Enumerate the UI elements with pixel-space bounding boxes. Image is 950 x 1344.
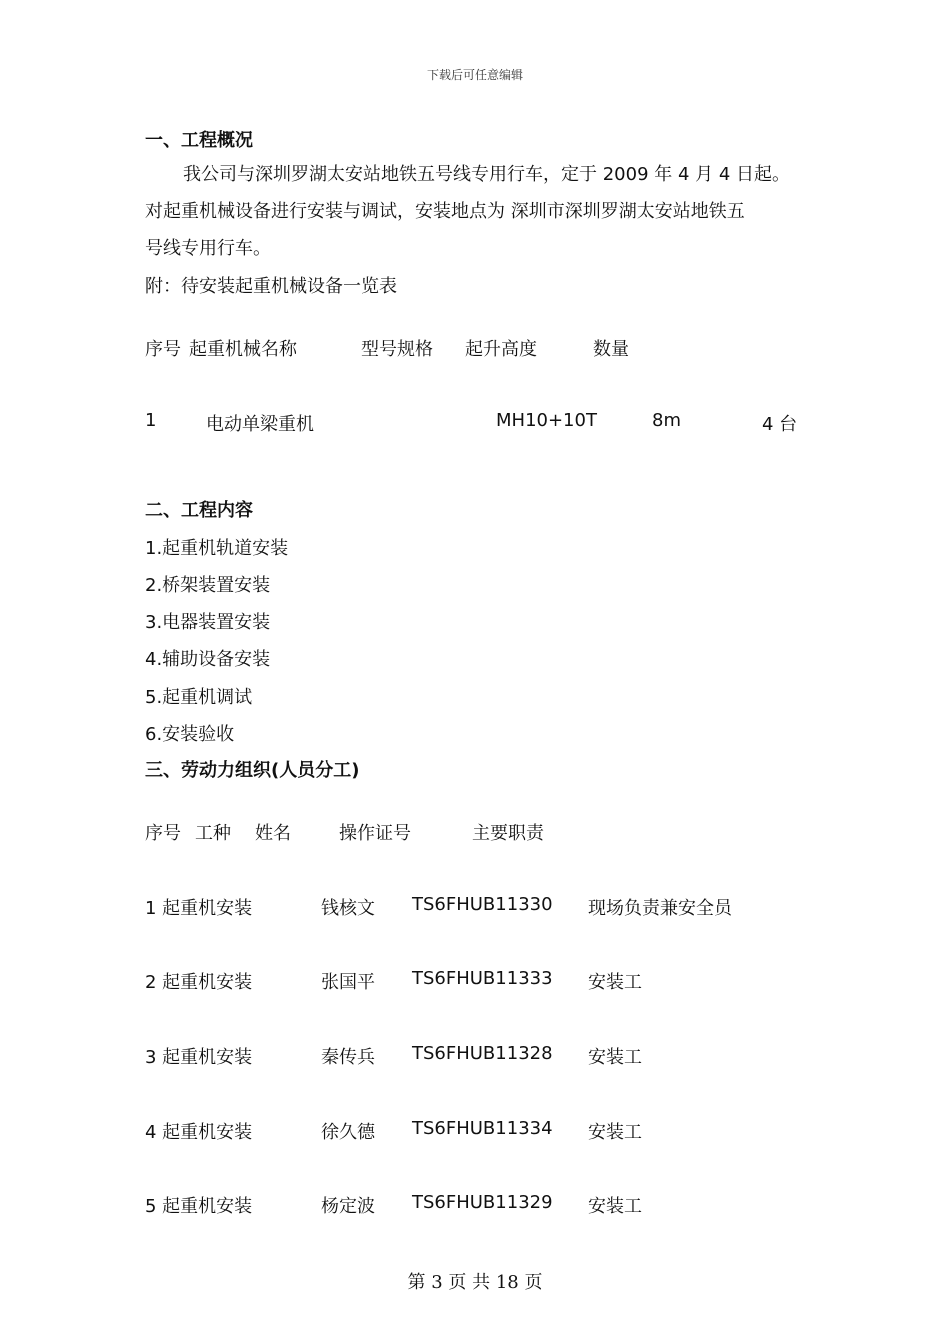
table-cell-trade: 1 起重机安装 <box>145 898 253 919</box>
list-item: 3.电器装置安装 <box>145 612 271 633</box>
paragraph-line: 我公司与深圳罗湖太安站地铁五号线专用行车，定于 2009 年 4 月 4 日起。 <box>183 164 791 185</box>
attachment-note: 附：待安装起重机械设备一览表 <box>145 276 397 297</box>
table-cell-cert: TS6FHUB11329 <box>412 1192 553 1213</box>
table-header-person: 姓名 <box>255 823 291 844</box>
table-cell-trade: 4 起重机安装 <box>145 1122 253 1143</box>
table-cell-duty: 安装工 <box>588 1047 642 1068</box>
table-cell-cert: TS6FHUB11328 <box>412 1043 553 1064</box>
table-cell-person: 徐久德 <box>321 1122 375 1143</box>
table-cell-duty: 安装工 <box>588 972 642 993</box>
table-cell-person: 张国平 <box>321 972 375 993</box>
table-header-cert: 操作证号 <box>339 823 411 844</box>
table-header-duty: 主要职责 <box>472 823 544 844</box>
list-item: 6.安装验收 <box>145 724 235 745</box>
table-cell-height: 8m <box>652 410 681 431</box>
table-cell-cert: TS6FHUB11334 <box>412 1118 553 1139</box>
section-heading-content: 二、工程内容 <box>145 500 253 521</box>
list-item: 1.起重机轨道安装 <box>145 538 289 559</box>
table-header-trade: 工种 <box>195 823 231 844</box>
table-header-qty: 数量 <box>593 339 629 360</box>
table-cell-person: 钱核文 <box>321 898 375 919</box>
table-cell-person: 秦传兵 <box>321 1047 375 1068</box>
table-cell-name: 电动单梁重机 <box>206 414 314 435</box>
section-heading-labor: 三、劳动力组织(人员分工) <box>145 760 360 781</box>
table-cell-cert: TS6FHUB11330 <box>412 894 553 915</box>
table-cell-trade: 2 起重机安装 <box>145 972 253 993</box>
paragraph-line: 号线专用行车。 <box>145 238 271 259</box>
list-item: 2.桥架装置安装 <box>145 575 271 596</box>
table-cell-model: MH10+10T <box>496 410 597 431</box>
table-cell-person: 杨定波 <box>321 1196 375 1217</box>
list-item: 4.辅助设备安装 <box>145 649 271 670</box>
table-cell-qty: 4 台 <box>762 414 798 435</box>
page-header: 下载后可任意编辑 <box>426 68 523 82</box>
table-header-no: 序号 <box>145 339 181 360</box>
table-header-name: 起重机械名称 <box>189 339 297 360</box>
list-item: 5.起重机调试 <box>145 687 253 708</box>
table-cell-trade: 5 起重机安装 <box>145 1196 253 1217</box>
table-header-no: 序号 <box>145 823 181 844</box>
table-cell-no: 1 <box>145 410 157 431</box>
table-cell-trade: 3 起重机安装 <box>145 1047 253 1068</box>
table-header-model: 型号规格 <box>361 339 433 360</box>
table-cell-duty: 现场负责兼安全员 <box>588 898 732 919</box>
page-footer: 第 3 页 共 18 页 <box>407 1272 543 1293</box>
paragraph-line: 对起重机械设备进行安装与调试，安装地点为 深圳市深圳罗湖太安站地铁五 <box>145 201 745 222</box>
section-heading-overview: 一、工程概况 <box>145 130 253 151</box>
table-cell-duty: 安装工 <box>588 1196 642 1217</box>
table-header-height: 起升高度 <box>465 339 537 360</box>
table-cell-duty: 安装工 <box>588 1122 642 1143</box>
table-cell-cert: TS6FHUB11333 <box>412 968 553 989</box>
